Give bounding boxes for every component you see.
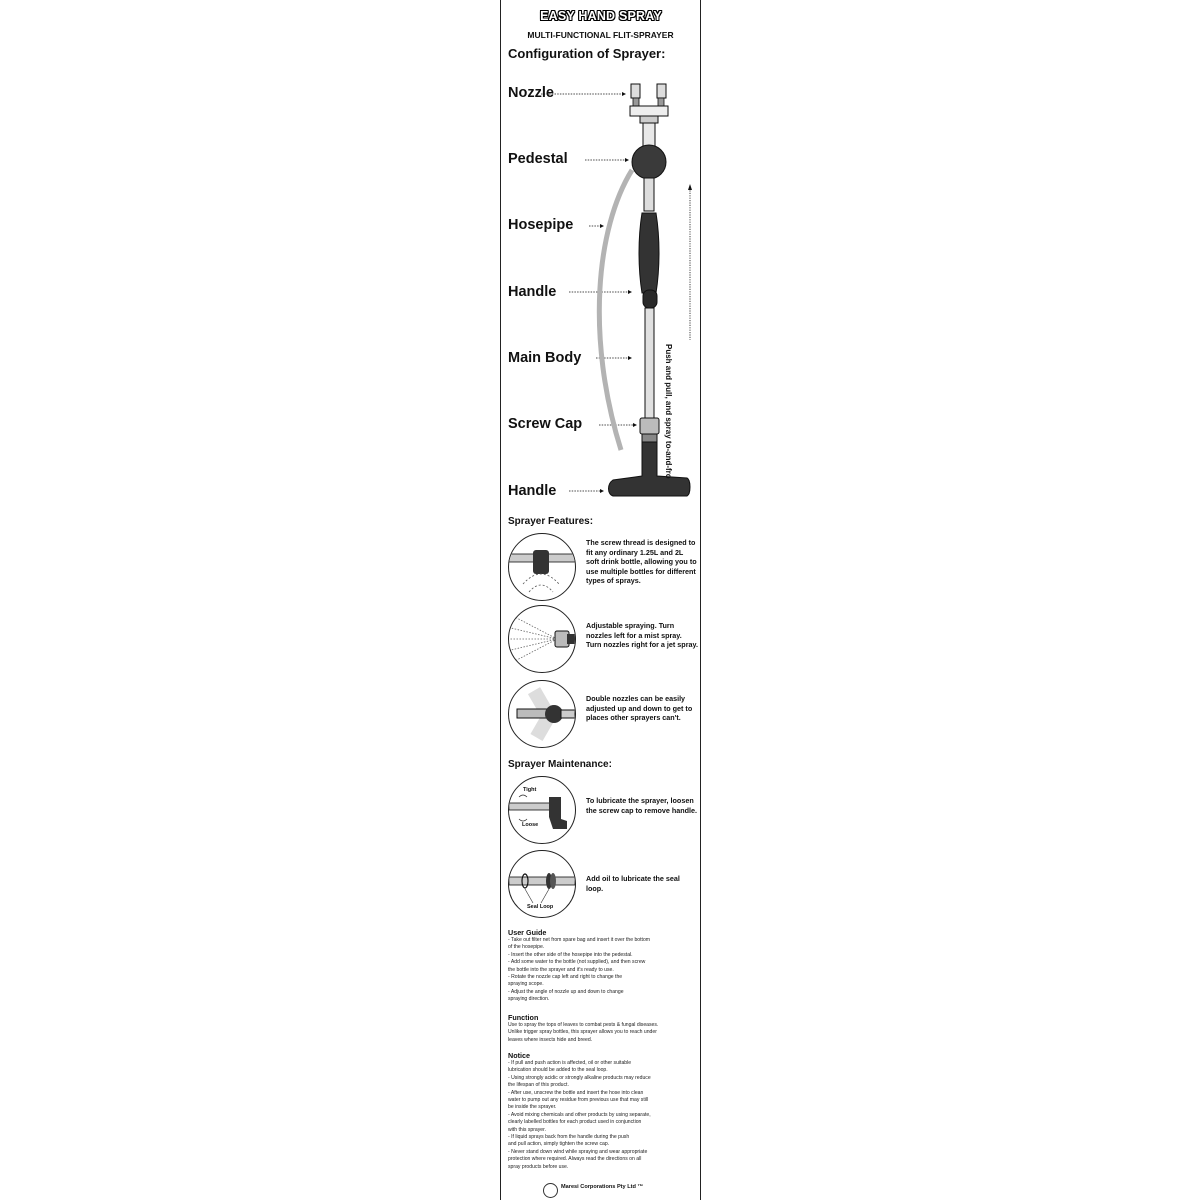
feature-double-nozzle-image xyxy=(508,680,576,748)
configuration-heading: Configuration of Sprayer: xyxy=(508,46,666,61)
maintenance-handle-image xyxy=(508,776,576,844)
notice-text: - If pull and push action is affected, oil or other suitable lubrication should be added to the seal loop. - Using strongly acidic or strongly alkaline products may reduce the lifespan of this product. - After use, unscrew the bottle and insert the hose into clean water to pump out any residue from previous use that may still be inside the sprayer. - Avoid mixing chemicals and other products by using separate, clearly labelled bottles for each product used in conjunction with this sprayer. - If liquid sprays back from the handle during the push and pull action, simply tighten the screw cap. - Never stand down wind while spraying and wear appropriate protection where required. Always read the directions on all spray products before use. xyxy=(508,1060,651,1170)
notice-heading: Notice xyxy=(508,1051,530,1060)
feature-text-adjustable-spray: Adjustable spraying. Turn nozzles left for a mist spray. Turn nozzles right for a jet spray. xyxy=(586,621,698,650)
feature-text-screw-thread: The screw thread is designed to fit any ordinary 1.25L and 2L soft drink bottle, allowing you to use multiple bottles for different types of sprays. xyxy=(586,538,697,586)
part-label-bottom-handle: Handle xyxy=(508,483,557,499)
product-subtitle: MULTI-FUNCTIONAL FLIT-SPRAYER xyxy=(527,30,674,40)
function-heading: Function xyxy=(508,1013,539,1022)
seal-loop-label: Seal Loop xyxy=(527,904,554,910)
feature-adjustable-spray-image xyxy=(508,605,576,673)
screw-thread-icon xyxy=(509,534,575,600)
part-label-pedestal: Pedestal xyxy=(508,151,568,167)
user-guide-heading: User Guide xyxy=(508,928,547,937)
part-label-main-body: Main Body xyxy=(508,350,582,366)
part-label-hosepipe: Hosepipe xyxy=(508,217,574,233)
user-guide-text: - Take out filter net from spare bag and insert it over the bottom of the hosepipe. - Insert the other side of the hosepipe into the pedestal. - Add some water to the bottle (not supplied), and then screw the bottle into the sprayer and it's ready to use. - Rotate the nozzle cap left and right to change the spraying scope. - Adjust the angle of nozzle up and down to change spraying direction. xyxy=(508,937,651,1003)
company-logo-icon xyxy=(543,1183,558,1198)
tight-label: Tight xyxy=(523,787,537,793)
feature-text-double-nozzle: Double nozzles can be easily adjusted up and down to get to places other sprayers can't. xyxy=(586,694,693,723)
part-label-nozzle: Nozzle xyxy=(508,85,554,101)
maintenance-heading: Sprayer Maintenance: xyxy=(508,759,612,770)
part-label-screw-cap: Screw Cap xyxy=(508,416,583,432)
feature-screw-thread-image xyxy=(508,533,576,601)
company-name: Maresi Corporations Pty Ltd ™ xyxy=(561,1184,644,1190)
function-text: Use to spray the tops of leaves to combat pests & fungal diseases. Unlike trigger spray bottles, this sprayer allows you to reach under leaves where insects hide and breed. xyxy=(508,1022,659,1043)
maintenance-text-remove-handle: To lubricate the sprayer, loosen the screw cap to remove handle. xyxy=(586,796,698,815)
brand-title: EASY HAND SPRAY xyxy=(540,9,662,23)
part-label-handle: Handle xyxy=(508,284,557,300)
maintenance-text-add-oil: Add oil to lubricate the seal loop. xyxy=(586,874,680,893)
features-heading: Sprayer Features: xyxy=(508,516,594,527)
spray-pattern-icon xyxy=(509,606,575,672)
double-nozzle-icon xyxy=(509,681,575,747)
push-pull-caption: Push and pull, and spray to-and-fro xyxy=(664,344,673,479)
loose-label: Loose xyxy=(522,822,539,828)
t-handle-icon xyxy=(509,777,575,843)
product-info-strip xyxy=(500,0,701,1200)
